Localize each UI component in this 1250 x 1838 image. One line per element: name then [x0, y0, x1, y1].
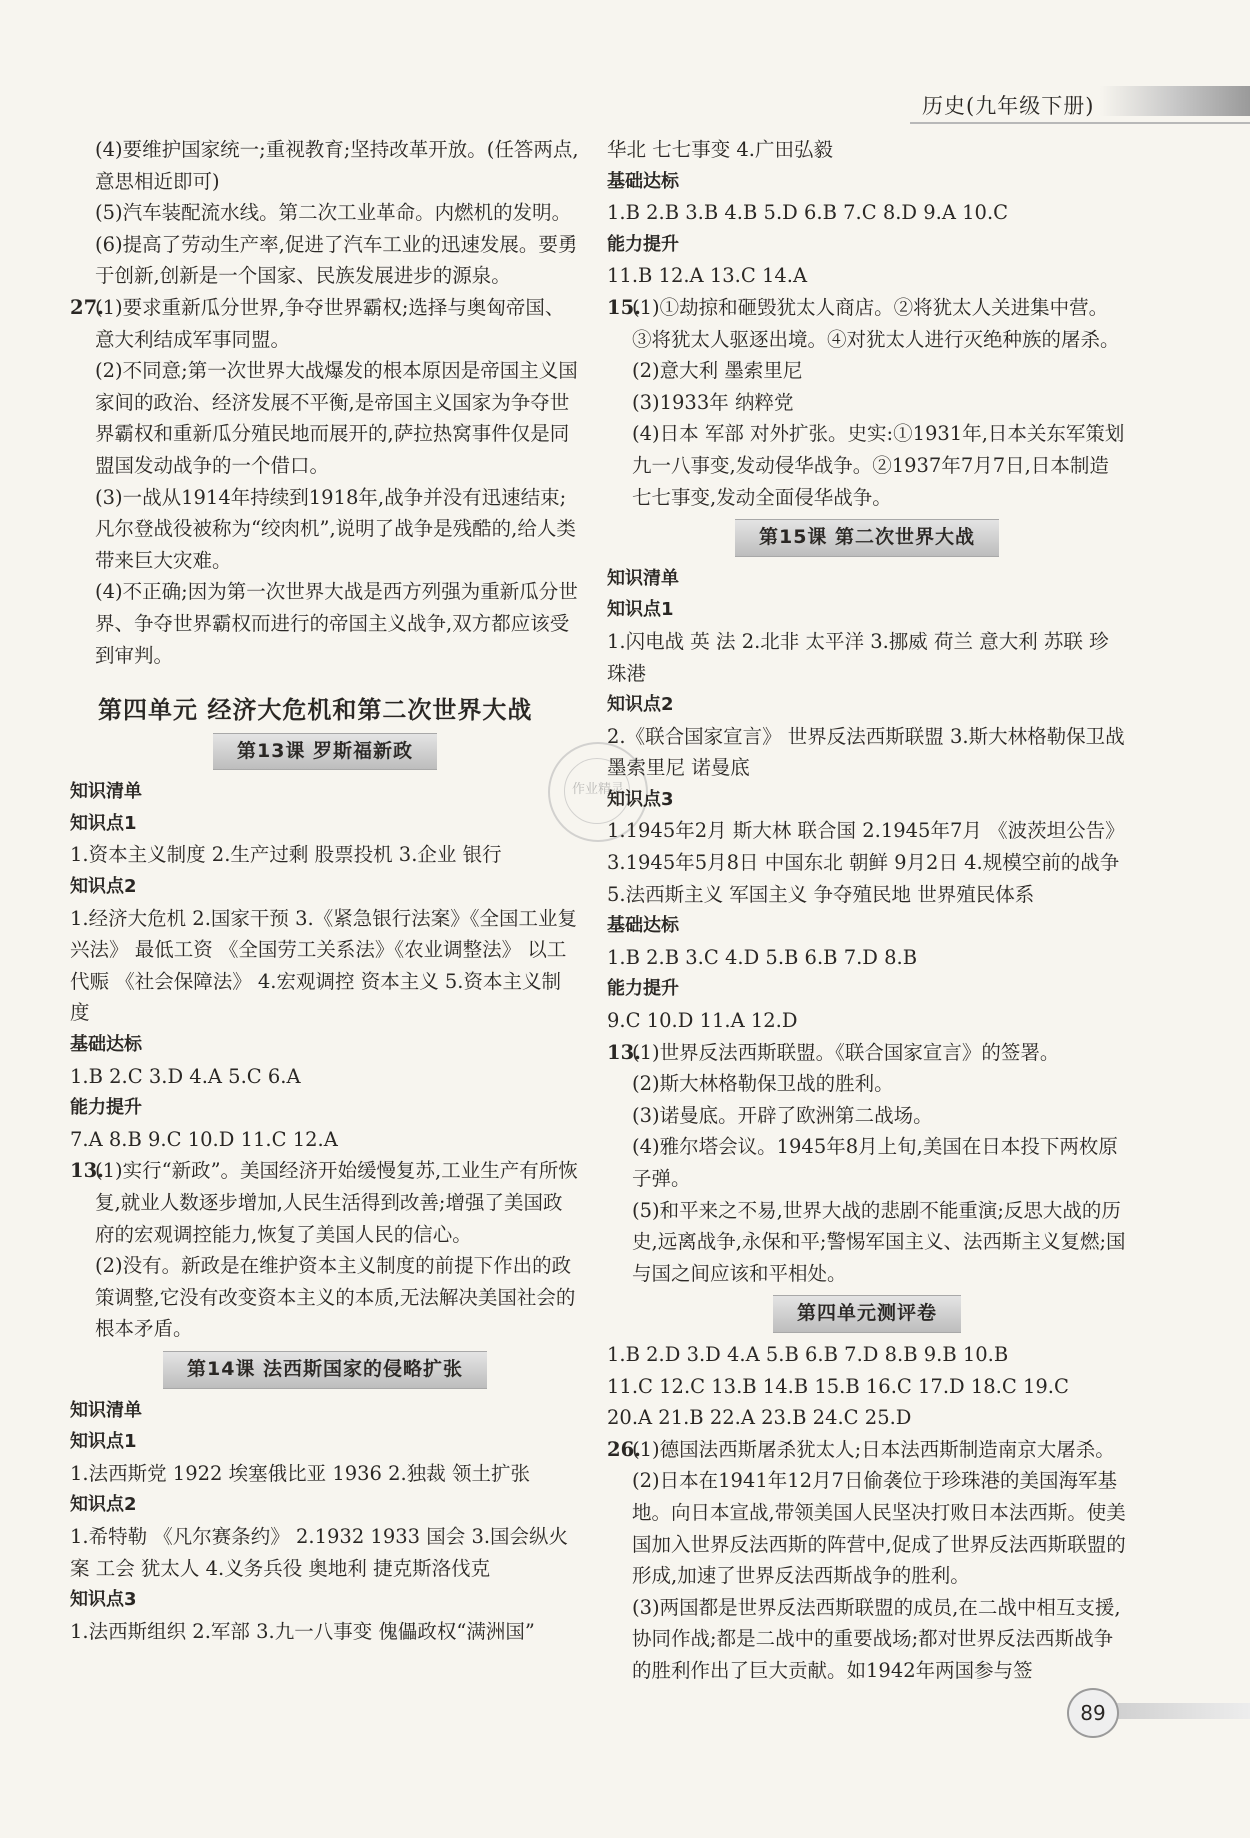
lesson-banner [70, 1351, 580, 1389]
section-heading: 能力提升 [607, 233, 679, 255]
section-heading: 能力提升 [607, 978, 679, 1000]
page-number: 89 [1067, 1688, 1119, 1738]
answer-text: (1)世界反法西斯联盟。《联合国家宣言》的签署。 [632, 1040, 1060, 1064]
question-15 [607, 292, 1127, 513]
answer-key: 1.B 2.B 3.B 4.B 5.D 6.B 7.C 8.D 9.A 10.C [607, 201, 1009, 225]
question-number: 15. [607, 295, 641, 319]
question-number: 27. [70, 295, 104, 319]
answer-text: 1.闪电战 英 法 2.北非 太平洋 3.挪威 荷兰 意大利 苏联 珍珠港 [607, 629, 1109, 685]
answer-key: 1.B 2.C 3.D 4.A 5.C 6.A [70, 1064, 301, 1088]
answer-text: 1.希特勒 《凡尔赛条约》 2.1932 1933 国会 3.国会纵火案 工会 犹太人 4.义务兵役 奥地利 捷克斯洛伐克 [70, 1524, 569, 1580]
section-heading: 知识点2 [70, 1494, 137, 1516]
header-rule [910, 122, 1250, 124]
lesson-banner [70, 733, 580, 771]
answer-text: (2)意大利 墨索里尼 [632, 359, 803, 383]
answer-text: (1)实行“新政”。美国经济开始缓慢复苏,工业生产有所恢复,就业人数逐步增加,人民生活得到改善;增强了美国政府的宏观调控能力,恢复了美国人民的信心。 [95, 1159, 578, 1246]
unit-title: 第四单元 经济大危机和第二次世界大战 [98, 696, 533, 725]
section-heading: 基础达标 [70, 1034, 142, 1056]
question-13 [607, 1037, 1127, 1290]
section-heading: 知识点3 [607, 788, 674, 810]
question-number: 26. [607, 1437, 641, 1461]
answer-text: (1)①劫掠和砸毁犹太人商店。②将犹太人关进集中营。③将犹太人驱逐出境。④对犹太人进行灭绝种族的屠杀。 [632, 295, 1120, 351]
section-heading: 基础达标 [607, 170, 679, 192]
question-number: 13. [607, 1040, 641, 1064]
answer-key: 9.C 10.D 11.A 12.D [607, 1009, 798, 1033]
answer-text: (6)提高了劳动生产率,促进了汽车工业的迅速发展。要勇于创新,创新是一个国家、民族发展进步的源泉。 [95, 232, 578, 288]
lesson-title: 第13课 罗斯福新政 [213, 733, 437, 771]
answer-text: (3)两国都是世界反法西斯联盟的成员,在二战中相互支援,协同作战;都是二战中的重要战场;都对世界反法西斯战争的胜利作出了巨大贡献。如1942年两国参与签 [632, 1595, 1121, 1682]
answer-key: 11.C 12.C 13.B 14.B 15.B 16.C 17.D 18.C 19.C [607, 1374, 1069, 1398]
answer-text: 2.《联合国家宣言》 世界反法西斯联盟 3.斯大林格勒保卫战 墨索里尼 诺曼底 [607, 724, 1125, 780]
question-number: 13. [70, 1159, 104, 1183]
footer-decoration [1110, 1703, 1250, 1719]
answer-text: 1.法西斯党 1922 埃塞俄比亚 1936 2.独裁 领土扩张 [70, 1461, 530, 1485]
section-heading: 知识清单 [70, 781, 142, 803]
answer-text: (2)不同意;第一次世界大战爆发的根本原因是帝国主义国家间的政治、经济发展不平衡,是帝国主义国家为争夺世界霸权和重新瓜分殖民地而展开的,萨拉热窝事件仅是同盟国发动战争的一个借口。 [95, 359, 578, 477]
answer-text: 1.资本主义制度 2.生产过剩 股票投机 3.企业 银行 [70, 843, 502, 867]
header-decoration [1100, 86, 1250, 116]
answer-text: (5)和平来之不易,世界大战的悲剧不能重演;反思大战的历史,远离战争,永保和平;警惕军国主义、法西斯主义复燃;国与国之间应该和平相处。 [632, 1198, 1126, 1285]
answer-key: 1.B 2.B 3.C 4.D 5.B 6.B 7.D 8.B [607, 945, 918, 969]
question-26 [607, 1434, 1127, 1687]
answer-text: (3)诺曼底。开辟了欧洲第二战场。 [632, 1103, 933, 1127]
answer-text: (4)不正确;因为第一次世界大战是西方列强为重新瓜分世界、争夺世界霸权而进行的帝国主义战争,双方都应该受到审判。 [95, 580, 578, 667]
answer-text: 1.1945年2月 斯大林 联合国 2.1945年7月 《波茨坦公告》 3.1945年5月8日 中国东北 朝鲜 9月2日 4.规模空前的战争 5.法西斯主义 军国主义 争夺殖民地 世界殖民体系 [607, 819, 1125, 906]
answer-text: (4)雅尔塔会议。1945年8月上旬,美国在日本投下两枚原子弹。 [632, 1135, 1118, 1190]
lesson-title: 第15课 第二次世界大战 [735, 519, 999, 557]
section-heading: 知识点1 [70, 1431, 137, 1453]
answer-text: 1.法西斯组织 2.军部 3.九一八事变 傀儡政权“满洲国” [70, 1619, 535, 1643]
section-heading: 知识点3 [70, 1589, 137, 1611]
answer-text: (2)斯大林格勒保卫战的胜利。 [632, 1072, 894, 1096]
answer-key: 11.B 12.A 13.C 14.A [607, 264, 808, 288]
question-13 [70, 1155, 580, 1345]
section-heading: 能力提升 [70, 1097, 142, 1119]
answer-text: (1)德国法西斯屠杀犹太人;日本法西斯制造南京大屠杀。 [632, 1437, 1115, 1461]
section-heading: 基础达标 [607, 915, 679, 937]
section-heading: 知识点2 [607, 694, 674, 716]
left-column [70, 134, 580, 1647]
section-heading: 知识清单 [607, 567, 679, 589]
answer-text: (3)1933年 纳粹党 [632, 390, 794, 414]
answer-text: (3)一战从1914年持续到1918年,战争并没有迅速结束;凡尔登战役被称为“绞肉机”,说明了战争是残酷的,给人类带来巨大灾难。 [95, 485, 576, 572]
right-column [607, 134, 1127, 1687]
lesson-banner [607, 519, 1127, 557]
page-header-title: 历史(九年级下册) [922, 94, 1095, 118]
test-banner [607, 1295, 1127, 1333]
question-27 [70, 292, 580, 671]
answer-text: (2)没有。新政是在维护资本主义制度的前提下作出的政策调整,它没有改变资本主义的本质,无法解决美国社会的根本矛盾。 [95, 1254, 576, 1341]
section-heading: 知识点2 [70, 876, 137, 898]
answer-key: 20.A 21.B 22.A 23.B 24.C 25.D [607, 1406, 912, 1430]
answer-key: 1.B 2.D 3.D 4.A 5.B 6.B 7.D 8.B 9.B 10.B [607, 1342, 1009, 1366]
answer-text: (5)汽车装配流水线。第二次工业革命。内燃机的发明。 [95, 201, 572, 225]
answer-text: (4)要维护国家统一;重视教育;坚持改革开放。(任答两点,意思相近即可) [95, 138, 579, 193]
stamp-text: 作业精灵 [571, 782, 624, 797]
answer-text: (1)要求重新瓜分世界,争夺世界霸权;选择与奥匈帝国、意大利结成军事同盟。 [95, 295, 565, 351]
answer-text: (4)日本 军部 对外扩张。史实:①1931年,日本关东军策划九一八事变,发动侵华战争。②1937年7月7日,日本制造七七事变,发动全面侵华战争。 [632, 422, 1125, 509]
answer-key: 7.A 8.B 9.C 10.D 11.C 12.A [70, 1127, 338, 1151]
section-heading: 知识点1 [70, 812, 137, 834]
section-heading: 知识点1 [607, 599, 674, 621]
answer-text: (2)日本在1941年12月7日偷袭位于珍珠港的美国海军基地。向日本宣战,带领美国人民坚决打败日本法西斯。使美国加入世界反法西斯的阵营中,促成了世界反法西斯联盟的形成,加速了世界反法西斯战争的胜利。 [632, 1469, 1126, 1588]
test-title: 第四单元测评卷 [773, 1295, 961, 1333]
section-heading: 知识清单 [70, 1399, 142, 1421]
answer-text: 1.经济大危机 2.国家干预 3.《紧急银行法案》《全国工业复兴法》 最低工资 《全国劳工关系法》《农业调整法》 以工代赈 《社会保障法》 4.宏观调控 资本主义 5.资本主义制度 [70, 906, 577, 1025]
lesson-title: 第14课 法西斯国家的侵略扩张 [163, 1351, 487, 1389]
answer-text: 华北 七七事变 4.广田弘毅 [607, 138, 834, 161]
